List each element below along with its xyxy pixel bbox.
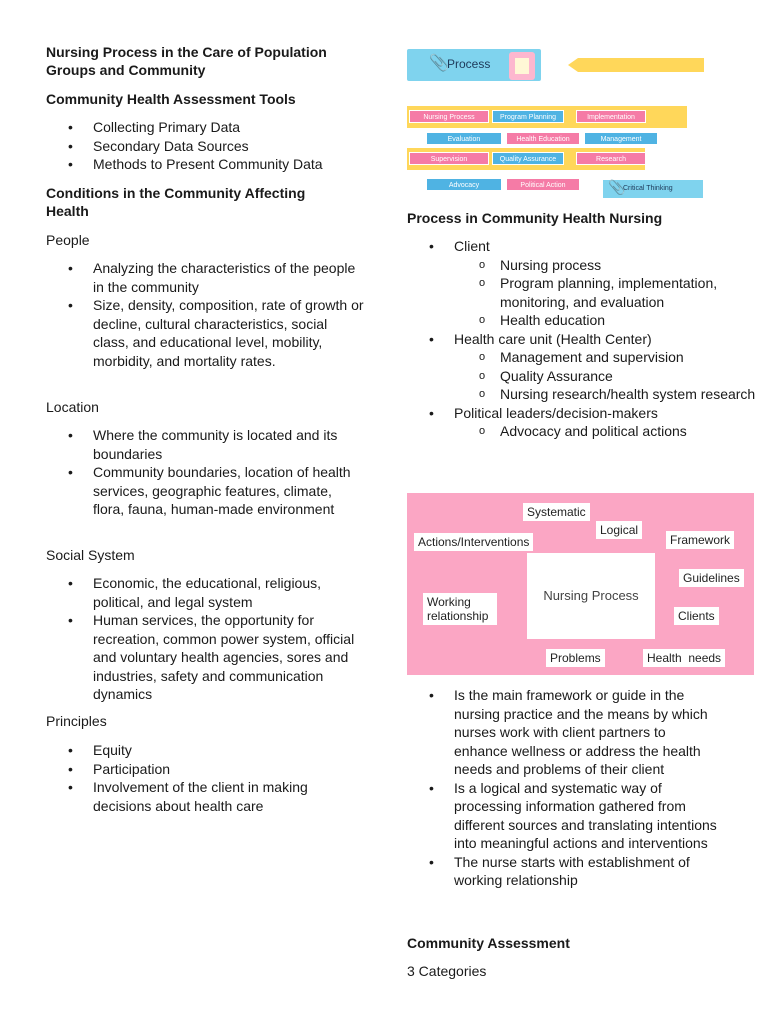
- list-subitem: o Quality Assurance: [407, 367, 757, 386]
- nursing-process-points: [407, 686, 757, 890]
- chip-evaluation: Evaluation: [426, 132, 502, 145]
- tools-heading: Community Health Assessment Tools: [46, 91, 296, 107]
- nursing-process-diagram: [407, 493, 754, 675]
- paperclip-icon: 📎: [608, 179, 626, 195]
- list-item: • Involvement of the client in making decisions about health care: [46, 778, 366, 815]
- label-working-relationship: Working relationship: [423, 593, 497, 625]
- arrow-left-shape: [578, 58, 704, 72]
- process-label: Process: [447, 57, 491, 71]
- principles-label: Principles: [46, 713, 107, 729]
- label-systematic: Systematic: [523, 503, 590, 521]
- process-list: [407, 237, 757, 441]
- paperclip-icon: 📎: [429, 55, 449, 72]
- list-item: • Where the community is located and its boundaries: [46, 426, 366, 463]
- chip-supervision: Supervision: [409, 152, 489, 165]
- conditions-heading: Conditions in the Community Affecting Health: [46, 185, 306, 219]
- list-item: • Equity: [46, 741, 366, 760]
- people-label: People: [46, 232, 90, 248]
- social-list: [46, 574, 366, 704]
- list-item: • Political leaders/decision-makers: [407, 404, 757, 423]
- location-list: [46, 426, 366, 519]
- list-item: • Methods to Present Community Data: [46, 155, 366, 174]
- list-item: • Participation: [46, 760, 366, 779]
- assessment-heading: Community Assessment: [407, 935, 570, 951]
- note-icon: [509, 52, 535, 80]
- location-label: Location: [46, 399, 99, 415]
- chip-research: Research: [576, 152, 646, 165]
- document-title: Nursing Process in the Care of Population Groups and Community: [46, 44, 327, 78]
- chip-nursing-process: Nursing Process: [409, 110, 489, 123]
- label-problems: Problems: [546, 649, 605, 667]
- chip-political-action: Political Action: [506, 178, 580, 191]
- chip-advocacy: Advocacy: [426, 178, 502, 191]
- list-item: • The nurse starts with establishment of working relationship: [407, 853, 757, 890]
- list-item: • Is the main framework or guide in the nursing practice and the means by which nurses work with client partners to enhance wellness or address the health needs and problems of their client: [407, 686, 757, 779]
- critical-thinking-label: Critical Thinking: [623, 185, 673, 192]
- chip-management: Management: [584, 132, 658, 145]
- list-subitem: o Health education: [407, 311, 757, 330]
- chip-health-education: Health Education: [506, 132, 580, 145]
- chip-implementation: Implementation: [576, 110, 646, 123]
- label-framework: Framework: [666, 531, 734, 549]
- list-subitem: o Nursing process: [407, 256, 757, 275]
- label-clients: Clients: [674, 607, 719, 625]
- tools-list: [46, 118, 366, 174]
- list-item: • Secondary Data Sources: [46, 137, 366, 156]
- list-item: • Analyzing the characteristics of the people in the community: [46, 259, 366, 296]
- critical-thinking-banner: [603, 180, 703, 198]
- list-item: • Community boundaries, location of health services, geographic features, climate, flora, fauna, human-made environment: [46, 463, 366, 519]
- list-item: • Economic, the educational, religious, political, and legal system: [46, 574, 366, 611]
- label-health-needs: Health needs: [643, 649, 725, 667]
- people-list: [46, 259, 366, 370]
- categories-text: 3 Categories: [407, 963, 487, 979]
- list-subitem: o Management and supervision: [407, 348, 757, 367]
- list-item: • Is a logical and systematic way of processing information gathered from different sources and translating intentions into meaningful actions and interventions: [407, 779, 757, 853]
- list-item: • Health care unit (Health Center): [407, 330, 757, 349]
- label-guidelines: Guidelines: [679, 569, 744, 587]
- list-subitem: o Program planning, implementation, monitoring, and evaluation: [407, 274, 757, 311]
- list-item: • Size, density, composition, rate of growth or decline, cultural characteristics, social class, and educational level, mobility, morbidity, and mortality rates.: [46, 296, 366, 370]
- label-actions-interventions: Actions/Interventions: [414, 533, 533, 551]
- list-item: • Human services, the opportunity for recreation, common power system, official and voluntary health agencies, sores and industries, safety and communication dynamics: [46, 611, 366, 704]
- list-item: • Client: [407, 237, 757, 256]
- social-label: Social System: [46, 547, 135, 563]
- process-heading: Process in Community Health Nursing: [407, 210, 663, 226]
- list-item: • Collecting Primary Data: [46, 118, 366, 137]
- chip-program-planning: Program Planning: [492, 110, 564, 123]
- chip-quality-assurance: Quality Assurance: [492, 152, 564, 165]
- process-banner: [407, 49, 541, 81]
- list-subitem: o Nursing research/health system research: [407, 385, 757, 404]
- nursing-process-center: Nursing Process: [527, 553, 655, 639]
- list-subitem: o Advocacy and political actions: [407, 422, 757, 441]
- label-logical: Logical: [596, 521, 642, 539]
- principles-list: [46, 741, 366, 815]
